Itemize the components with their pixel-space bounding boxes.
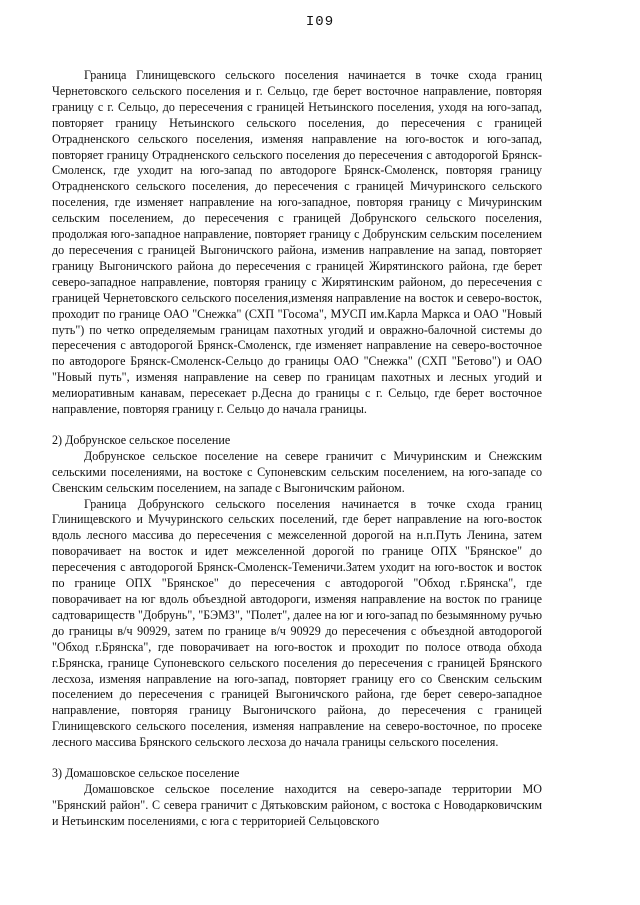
paragraph-domashovo-location: Домашовское сельское поселение находится на северо-западе территории МО "Брянский район". С севера граничит с Дятьковским районом, с востока с Новодарковичским и Нетьинским поселениями, с юга с территорией Сельцовского (52, 781, 542, 828)
section-heading-domashovo: 3) Домашовское сельское поселение (52, 766, 240, 781)
paragraph-dobrun-neighbors: Добрунское сельское поселение на севере граничит с Мичуринским и Снежским сельскими поселениями, на востоке с Супоневским сельским поселением, на юго-западе со Свенским сельским поселением, на западе с Выгоничским районом. (52, 448, 542, 495)
page-number: I09 (305, 14, 335, 30)
paragraph-glinishchevo-border: Граница Глинищевского сельского поселения начинается в точке схода границ Чернетовского сельского поселения и г. Сельцо, где берет восточное направление, повторяя границу с г. Сельцо, до пересечения с границей Нетьинского поселения, уходя на юго-запад, повторяет границу Нетьинского сельского поселения, до пересечения с границей Отрадненского сельского поселения, изменяя направление на юго-восток и юго-запад, повторяет границу Отрадненского сельского поселения до пересечения с автодорогой Брянск-Смоленск, где уходит на юго-запад по автодороге Брянск-Смоленск, повторяя границу Отрадненского сельского поселения, до пересечения с границей Мичуринского сельского поселения, где изменяет направление на юго-западное, повторяя границу с Мичуринским сельским поселением, до пересечения с границей Добрунского сельского поселения, продолжая юго-западное направление, повторяет границу с Добрунским сельским поселением до пересечения с границей Выгоничского района, изменив направление на запад, повторяет границу Выгоничского района до пересечения с границей Жирятинского района, где берет северо-западное направление, повторяя границу с Жирятинским районом, до пересечения с границей Чернетовского сельского поселения,изменяя направление на восток и северо-восток, проходит по границе ОАО "Снежка" (СХП "Госома", МУСП им.Карла Маркса и ОАО "Новый путь") по четко определяемым границам пахотных угодий и овражно-балочной системы до пересечения с автодорогой Брянск-Смоленск, где изменяет направление на северо-восточное по автодороге Брянск-Смоленск-Сельцо до границы ОАО "Снежка" (СХП "Бетово") и ОАО "Новый путь", изменяя направление на север по границам пахотных и лесных угодий и мелиоративным канавам, пересекает р.Десна до границы с г. Сельцо, где берет восточное направление, повторяя границу г. Сельцо до начала границы. (52, 68, 542, 417)
section-heading-dobrun: 2) Добрунское сельское поселение (52, 432, 231, 447)
paragraph-dobrun-border: Граница Добрунского сельского поселения начинается в точке схода границ Глинищевского и Мучуринского сельских поселений, где берет направление на юго-восток вдоль лесного массива до пересечения с межселенной дорогой на н.п.Путь Ленина, затем поворачивает на восток и идет межселенной дорогой по границе ОПХ "Брянское" до пересечения с автодорогой Брянск-Смоленск-Теменичи.Затем уходит на юго-восток и восток по границе ОПХ "Брянское" до пересечения с автодорогой "Обход г.Брянска", где поворачивает на юг вдоль объездной автодороги, изменяя направление на восток по границе садтовариществ "Добрунь", "БЭМЗ", "Полет", далее на юг и юго-запад по безымянному ручью до границы в/ч 90929, затем по границе в/ч 90929 до пересечения с объездной автодорогой "Обход г.Брянска", где поворачивает на юго-восток и проходит по полосе отвода обхода г.Брянска, границе Супоневского сельского поселения до пересечения с границей Брянского лесхоза, изменяя направление на юго-запад, повторяет границу его со Свенским сельским поселением до пересечения с границей Выгоничского района, где берет северо-западное направление, повторяя границу Выгоничского района, до пересечения с границей Глинищевского сельского поселения, изменяя направление на северо-восточное, по просеке лесного массива Брянского сельского лесхоза до начала границы сельского поселения. (52, 496, 542, 750)
document-body (52, 68, 542, 830)
